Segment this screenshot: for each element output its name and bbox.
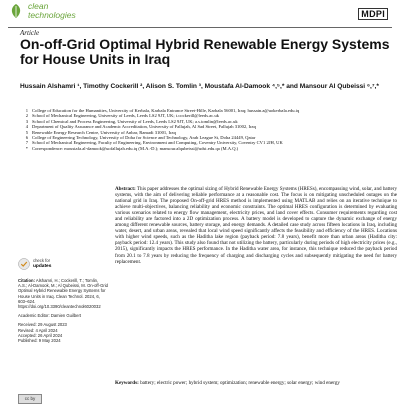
citation: Citation: Alshamri, H.; Cockerill, T.; Tomlin, A.S.; Al-Damook, M.; Al Qubeissi, M. On-off-Grid Optimal Hybrid Renewable Energy Systems for House Units in Iraq. Clean Technol. 2024, 6, 603–624. https://doi.org/10.3390/cleantechnol6020032 <box>18 278 108 310</box>
license-block <box>18 394 42 404</box>
affiliation-item: 7 School of Mechanical Engineering, Faculty of Engineering, Environment and Computing, Coventry University, Coventry CV1 2JH, UK <box>25 140 283 146</box>
check-updates-label: check for updates <box>33 257 52 269</box>
date-received: Received: 29 August 2023 <box>18 322 67 328</box>
affiliation-item: 6 College of Engineering Technology, University of Doha for Science and Technology, Arab League St, Doha 24449, Qatar <box>25 135 256 141</box>
journal-logo[interactable] <box>8 2 76 20</box>
keywords <box>115 380 397 386</box>
affiliation-list <box>20 108 400 151</box>
keywords-text: battery; electric power; hybrid system; optimization; renewable energy; solar energy; wind energy <box>140 380 340 386</box>
abstract <box>115 186 397 265</box>
affiliation-item: 3 School of Chemical and Process Engineering, University of Leeds, Leeds LS2 9JT, UK; a.s.tomlin@leeds.ac.uk <box>25 118 238 124</box>
affiliation-item: 1 College of Education for the Humanities, University of Kerbala, Karbala Entrance Street-Hille, Karbala 56001, Iraq; hussain.a@uokerbala.edu.iq <box>25 108 300 113</box>
date-accepted: Accepted: 26 April 2024 <box>18 332 63 338</box>
paper-title: On-off-Grid Optimal Hybrid Renewable Energy Systems for House Units in Iraq <box>20 36 390 67</box>
date-published: Published: 9 May 2024 <box>18 338 61 344</box>
cc-by-icon[interactable]: cc by <box>18 394 42 404</box>
keywords-label: Keywords: <box>115 380 139 386</box>
article-type: Article <box>20 29 40 37</box>
leaf-icon <box>8 3 24 19</box>
abstract-text: This paper addresses the optimal sizing of Hybrid Renewable Energy Systems (HRESs), encompassing wind, solar, and battery systems, with the aim of delivering reliable performance at a reasonable cost. The focus is on mitigating unscheduled outages on the national grid in Iraq. The proposed On-off-grid HRES method is implemented using MATLAB and relies on an iterative technique to achieve multi-objectives, balancing reliability and economic constraints. The optimal HRES configuration is determined by evaluating various scenarios related to energy flow management, electricity prices, and land cover effects. Consumer requirements regarding cost and reliability are factored into a 2D optimization process. A battery model is developed to capture the dynamic exchange of energy among different renewable sources, battery storage, and energy demands. A detailed case study across fifteen locations in Iraq, including water, desert, and urban areas, revealed that local wind speed significantly affects the feasibility and efficiency of the HRES. Locations with higher wind speeds, such as the Haditha lake region (payback period: 7.8 years), benefit more than urban areas (Haditha city: payback period: 12.4 years). This study also found that not utilizing the battery, particularly during periods of high electricity prices (e.g., 2015), significantly impacts the HRES performance. In the Haditha water area, for instance, this technique reduced the payback period from 20.1 to 7.8 years by reducing the frequency of charging and discharging cycles and subsequently mitigating the need for battery replacement. <box>115 186 397 265</box>
journal-name-line2: technologies <box>28 10 76 20</box>
affiliation-item: 5 Renewable Energy Research Centre, University of Anbar, Ramadi 31001, Iraq <box>25 129 176 135</box>
check-updates-icon <box>18 258 30 270</box>
author-list: Hussain Alshamri ¹, Timothy Cockerill ², Alison S. Tomlin ³, Moustafa Al-Damook ⁴,⁵,* and Mansour Al Qubeissi ⁶,⁷,* <box>20 83 379 90</box>
journal-name-line1: clean <box>28 1 49 11</box>
check-for-updates-button[interactable] <box>18 258 51 270</box>
publisher-logo[interactable]: MDPI <box>358 8 388 20</box>
affiliation-item: 2 School of Mechanical Engineering, University of Leeds, Leeds LS2 9JT, UK; t.cockerill@leeds.ac.uk <box>25 113 219 119</box>
journal-name <box>28 2 76 20</box>
abstract-label: Abstract: <box>115 186 136 192</box>
affiliation-item: 4 Department of Quality Assurance and Academic Accreditation, University of Fallujah, Al Sad Street, Fallujah 31002, Iraq <box>25 124 256 130</box>
date-revised: Revised: 4 April 2024 <box>18 327 58 333</box>
academic-editor: Academic Editor: Damien Guilbert <box>18 313 82 319</box>
correspondence-item: * Correspondence: moustafa.al-damook@uofallujah.edu.iq (M.A.-D.); mansour.alqubeissi@udst.edu.qa (M.A.Q.) <box>25 145 239 151</box>
article-metadata <box>18 278 108 343</box>
header-divider <box>8 27 392 28</box>
